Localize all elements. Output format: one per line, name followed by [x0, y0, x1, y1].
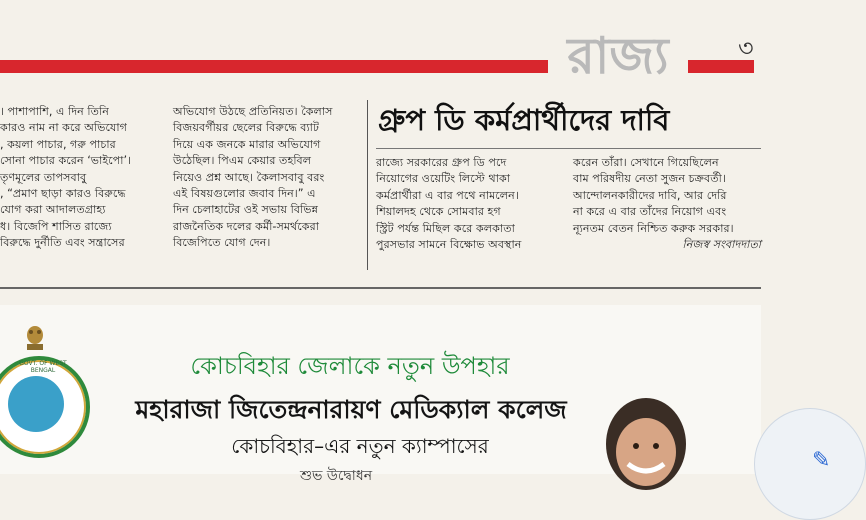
ad-inauguration-line: শুভ উদ্বোধন: [300, 468, 373, 484]
text-line: স্ট্রিট পর্যন্ত মিছিল করে কলকাতা: [376, 221, 515, 235]
text-line: কারও নাম না করে অভিযোগ: [0, 121, 127, 135]
ad-campus-line: কোচবিহার–এর নতুন ক্যাম্পাসের: [231, 434, 489, 458]
headline-divider: [376, 148, 761, 149]
text-line: দিয়ে এক জনকে মারার অভিযোগ: [173, 137, 321, 151]
page-number: ৩: [738, 34, 754, 62]
section-red-bar-left: [0, 60, 548, 73]
text-line: না করে এ বার তাঁদের নিয়োগ এবং: [573, 205, 727, 219]
column-divider: [367, 100, 368, 270]
text-line: অভিযোগ উঠছে প্রতিনিয়ত। কৈলাস: [173, 105, 333, 118]
article-column-1: [0, 104, 157, 252]
ad-tagline: কোচবিহার জেলাকে নতুন উপহার: [190, 352, 510, 380]
text-line: তৃণমূলের তাপসবাবু: [0, 170, 87, 184]
text-line: নিয়োগের ওয়েটিং লিস্টে থাকা: [376, 172, 511, 186]
article-column-3: [376, 155, 564, 253]
text-line: নিয়েও প্রশ্ন আছে। কৈলাসবাবু বরং: [173, 170, 325, 184]
text-line: পুরসভার সামনে বিক্ষোভ অবস্থান: [376, 237, 522, 251]
text-line: বাম পরিষদীয় নেতা সুজন চক্রবর্তী।: [573, 172, 726, 186]
text-line: রাজনৈতিক দলের কর্মী-সমর্থকেরা: [173, 219, 320, 233]
article-column-4: [573, 155, 761, 253]
text-line: যোগ করা আদালতগ্রাহ্য: [0, 203, 106, 217]
article-column-2: [173, 104, 363, 252]
text-line: এই বিষয়গুলোর জবাব দিন।” এ: [173, 186, 316, 200]
text-line: ধ। বিজেপি শাসিত রাজ্যে: [0, 219, 112, 233]
edit-pencil-icon[interactable]: ✎: [812, 448, 831, 473]
text-line: দিন চেলাহাটের ওই সভায় বিভিন্ন: [173, 203, 318, 217]
text-line: ন্যূনতম বেতন নিশ্চিত করুক সরকার।: [573, 221, 734, 235]
section-title: রাজ্য: [567, 27, 669, 85]
byline: নিজস্ব সংবাদদাতা: [682, 237, 761, 251]
text-line: সোনা পাচার করেন ‘ভাইপো’।: [0, 154, 132, 168]
text-line: বিরুদ্ধে দুর্নীতি এবং সন্ত্রাসের: [0, 236, 125, 250]
text-line: শিয়ালদহ থেকে সোমবার হগ: [376, 205, 501, 219]
portrait-photo: [594, 398, 698, 488]
text-line: বিজয়বর্গীয়র ছেলের বিরুদ্ধে ব্যাট: [173, 121, 320, 135]
text-line: । পাশাপাশি, এ দিন তিনি: [0, 105, 109, 118]
text-line: কর্মপ্রার্থীরা এ বার পথে নামলেন।: [376, 188, 519, 202]
edit-fab[interactable]: [754, 408, 866, 520]
state-emblem-icon: [24, 322, 46, 352]
text-line: বিজেপিতে যোগ দেন।: [173, 236, 271, 250]
ad-college-name: মহারাজা জিতেন্দ্রনারায়ণ মেডিক্যাল কলেজ: [135, 395, 567, 424]
text-line: , কয়লা পাচার, গরু পাচার: [0, 137, 116, 151]
article-headline: গ্রুপ ডি কর্মপ্রার্থীদের দাবি: [378, 103, 670, 137]
page-divider: [0, 287, 761, 289]
text-line: করেন তাঁরা। সেখানে গিয়েছিলেন: [573, 156, 719, 169]
seal-map-icon: [8, 376, 64, 432]
text-line: রাজ্যে সরকারের গ্রুপ ডি পদে: [376, 156, 507, 169]
seal-text: GOVT. OF WEST BENGAL: [19, 360, 67, 374]
text-line: আন্দোলনকারীদের দাবি, আর দেরি: [573, 188, 727, 202]
text-line: উঠেছিল। পিএম কেয়ার তহবিল: [173, 154, 312, 168]
text-line: , “প্রমাণ ছাড়া কারও বিরুদ্ধে: [0, 186, 126, 200]
